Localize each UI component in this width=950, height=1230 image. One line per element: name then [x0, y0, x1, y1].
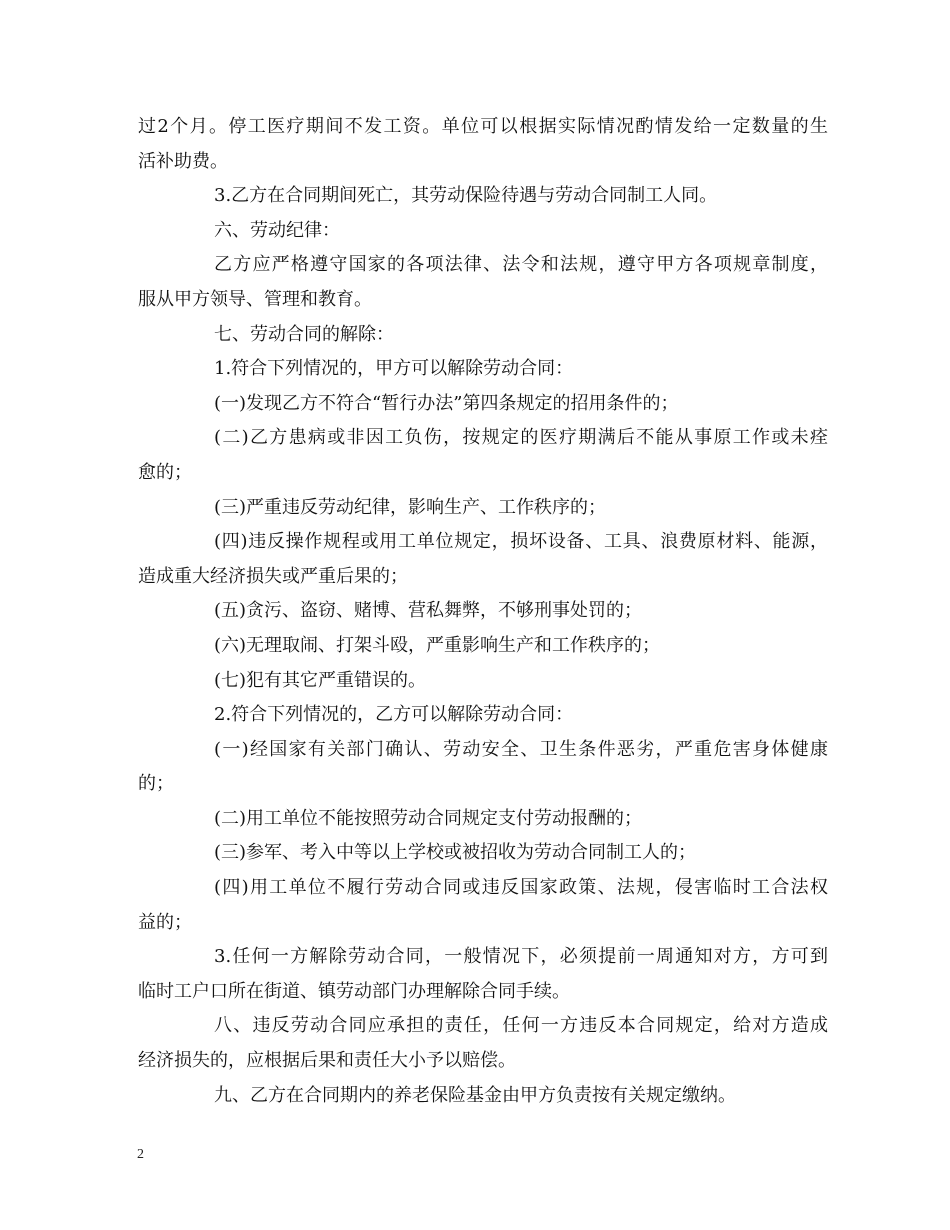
text-line: (四)用工单位不履行劳动合同或违反国家政策、法规，侵害临时工合法权 — [214, 877, 828, 899]
text-line: 3.乙方在合同期间死亡，其劳动保险待遇与劳动合同制工人同。 — [214, 185, 718, 207]
text-line: 六、劳动纪律： — [214, 219, 340, 241]
text-line: 益的； — [138, 911, 192, 933]
text-line: (四)违反操作规程或用工单位规定，损坏设备、工具、浪费原材料、能源， — [214, 531, 828, 553]
text-line: 临时工户口所在街道、镇劳动部门办理解除合同手续。 — [138, 980, 570, 1002]
text-line: 的； — [138, 773, 174, 795]
text-line: 乙方应严格遵守国家的各项法律、法令和法规，遵守甲方各项规章制度， — [214, 254, 828, 276]
text-line: (三)参军、考入中等以上学校或被招收为劳动合同制工人的； — [214, 842, 697, 864]
page-number: 2 — [137, 1147, 144, 1162]
text-line: (一)发现乙方不符合“暂行办法”第四条规定的招用条件的； — [214, 392, 679, 414]
text-line: 八、违反劳动合同应承担的责任，任何一方违反本合同规定，给对方造成 — [214, 1015, 828, 1037]
text-line: 2.符合下列情况的，乙方可以解除劳动合同： — [214, 704, 574, 726]
text-line: 服从甲方领导、管理和教育。 — [138, 288, 372, 310]
text-line: (二)乙方患病或非因工负伤，按规定的医疗期满后不能从事原工作或未痊 — [214, 427, 828, 449]
text-line: 1.符合下列情况的，甲方可以解除劳动合同： — [214, 358, 574, 380]
text-line: (一)经国家有关部门确认、劳动安全、卫生条件恶劣，严重危害身体健康 — [214, 738, 828, 760]
text-line: (二)用工单位不能按照劳动合同规定支付劳动报酬的； — [214, 807, 643, 829]
document-body — [138, 110, 828, 1113]
text-line: 经济损失的，应根据后果和责任大小予以赔偿。 — [138, 1050, 516, 1072]
text-line: 愈的； — [138, 461, 192, 483]
text-line: 九、乙方在合同期内的养老保险基金由甲方负责按有关规定缴纳。 — [214, 1084, 736, 1106]
text-line: 造成重大经济损失或严重后果的； — [138, 565, 408, 587]
text-line: (三)严重违反劳动纪律，影响生产、工作秩序的； — [214, 496, 607, 518]
text-line: 过2个月。停工医疗期间不发工资。单位可以根据实际情况酌情发给一定数量的生 — [138, 116, 828, 137]
text-line: (五)贪污、盗窃、赌博、营私舞弊，不够刑事处罚的； — [214, 600, 643, 622]
text-line: 活补助费。 — [138, 150, 228, 172]
text-line: 3.任何一方解除劳动合同，一般情况下，必须提前一周通知对方，方可到 — [214, 946, 828, 968]
text-line: (六)无理取闹、打架斗殴，严重影响生产和工作秩序的； — [214, 634, 661, 656]
text-line: (七)犯有其它严重错误的。 — [214, 669, 427, 691]
text-line: 七、劳动合同的解除： — [214, 323, 394, 345]
